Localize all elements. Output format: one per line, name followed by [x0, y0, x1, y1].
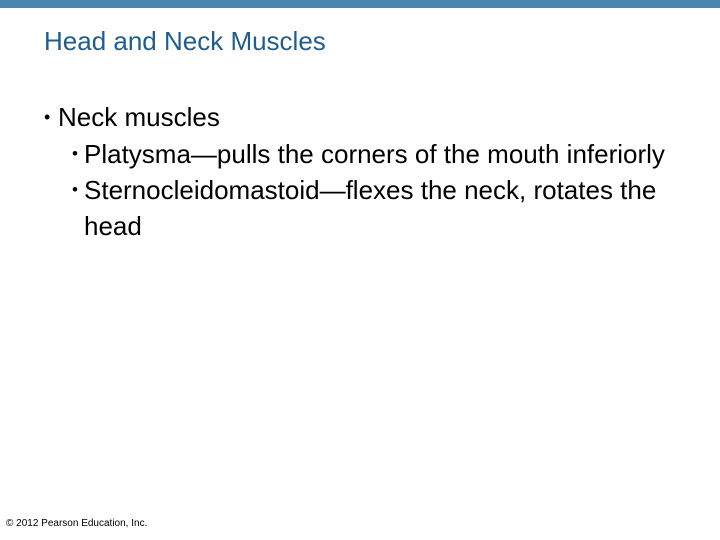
bullet-neck-muscles: • Neck muscles — [44, 98, 694, 136]
bullet-list — [44, 98, 694, 244]
copyright-footer: © 2012 Pearson Education, Inc. — [6, 518, 148, 529]
sub-bullet-sternocleidomastoid: • Sternocleidomastoid—flexes the neck, rotates the head — [72, 172, 684, 244]
sub-bullet-platysma: • Platysma—pulls the corners of the mouth inferiorly — [72, 136, 684, 172]
slide-title: Head and Neck Muscles — [44, 26, 326, 56]
top-accent-bar — [0, 0, 720, 8]
